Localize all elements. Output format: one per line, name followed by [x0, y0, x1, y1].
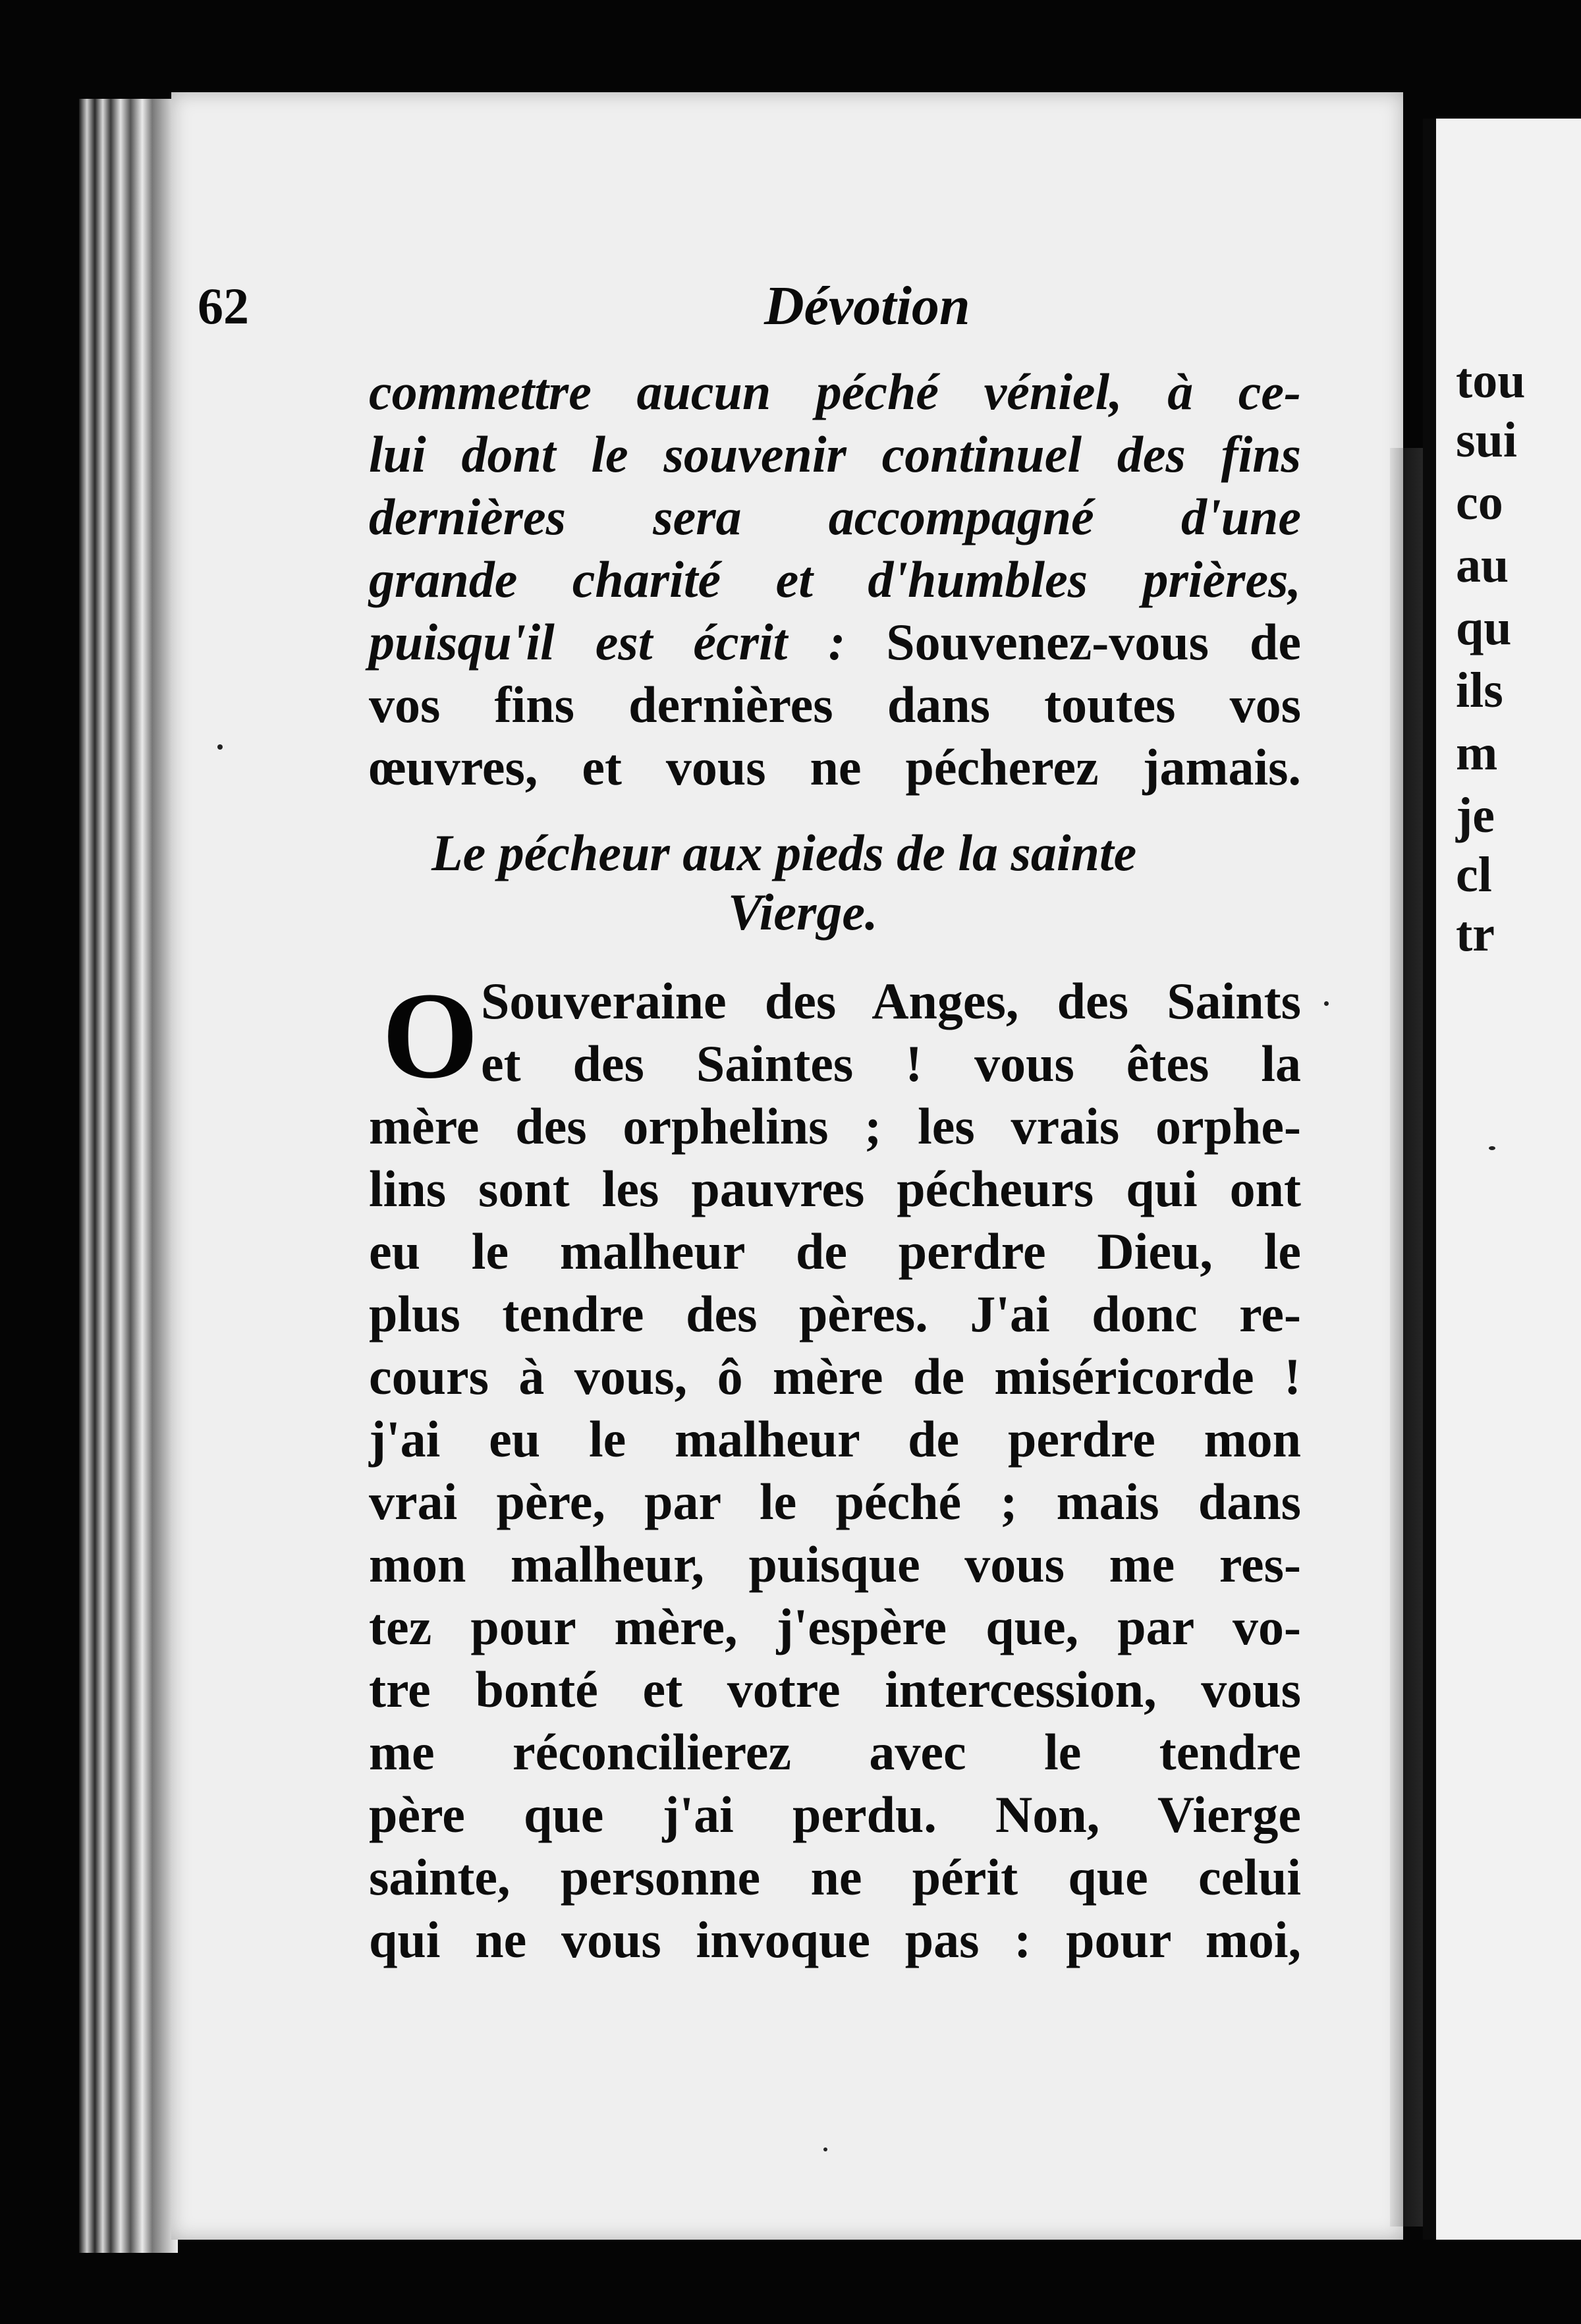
prayer-line: père que j'ai perdu. Non, Vierge	[369, 1786, 1301, 1843]
prayer-line: sainte, personne ne périt que celui	[369, 1848, 1301, 1906]
text-line: œuvres, et vous ne pécherez jamais.	[369, 738, 1301, 796]
scan-speck	[217, 744, 223, 750]
facing-page-fragment: qu	[1456, 600, 1512, 655]
text-line: grande charité et d'humbles prières,	[369, 551, 1301, 608]
prayer-line: tez pour mère, j'espère que, par vo-	[369, 1598, 1301, 1655]
page-header	[198, 269, 1186, 341]
scripture-intro: puisqu'il est écrit :	[369, 613, 846, 671]
prayer-line: Souveraine des Anges, des Saints	[481, 972, 1301, 1030]
facing-page-fragment: tr	[1456, 906, 1495, 962]
prayer-line: me réconcilierez avec le tendre	[369, 1723, 1301, 1781]
scan-speck	[1489, 1146, 1495, 1150]
text-line-mixed	[369, 613, 1301, 672]
prayer-line: mon malheur, puisque vous me res-	[369, 1536, 1301, 1593]
section-title: Le pécheur aux pieds de la sainte	[431, 824, 1137, 881]
running-head: Dévotion	[764, 275, 970, 337]
prayer-line: cours à vous, ô mère de miséricorde !	[369, 1348, 1301, 1405]
facing-page-fragment: co	[1456, 475, 1503, 530]
scan-speck	[823, 2147, 827, 2151]
facing-page-fragment: sui	[1456, 412, 1517, 468]
facing-page-fragment: au	[1456, 538, 1509, 593]
prayer-line: qui ne vous invoque pas : pour moi,	[369, 1911, 1301, 1968]
page-edges	[79, 99, 178, 2253]
text-line: vos fins dernières dans toutes vos	[369, 676, 1301, 733]
facing-page-fragment: ils	[1456, 663, 1503, 718]
page-number: 62	[198, 277, 249, 335]
prayer-line: plus tendre des pères. J'ai donc re-	[369, 1285, 1301, 1342]
text-line: dernières sera accompagné d'une	[369, 488, 1301, 545]
scripture-quote: Souvenez-vous de	[886, 613, 1301, 671]
prayer-line: lins sont les pauvres pécheurs qui ont	[369, 1160, 1301, 1217]
text-line: commettre aucun péché véniel, à ce-	[369, 363, 1301, 420]
section-title-cont: Vierge.	[728, 883, 878, 941]
facing-page	[1423, 119, 1581, 2240]
prayer-line: j'ai eu le malheur de perdre mon	[369, 1410, 1301, 1468]
prayer-line: mère des orphelins ; les vrais orphe-	[369, 1097, 1301, 1155]
gutter-shadow	[1390, 448, 1426, 2227]
facing-page-fragment: je	[1456, 788, 1495, 843]
prayer-line: et des Saintes ! vous êtes la	[481, 1035, 1301, 1092]
scan-speck	[1324, 1001, 1329, 1006]
prayer-line: eu le malheur de perdre Dieu, le	[369, 1223, 1301, 1280]
facing-page-fragment: tou	[1456, 353, 1526, 408]
text-line: lui dont le souvenir continuel des fins	[369, 426, 1301, 483]
prayer-line: vrai père, par le péché ; mais dans	[369, 1473, 1301, 1530]
drop-cap: O	[382, 966, 479, 1104]
facing-page-fragment: cl	[1456, 847, 1492, 902]
facing-page-fragment: m	[1456, 725, 1498, 781]
prayer-line: tre bonté et votre intercession, vous	[369, 1661, 1301, 1718]
